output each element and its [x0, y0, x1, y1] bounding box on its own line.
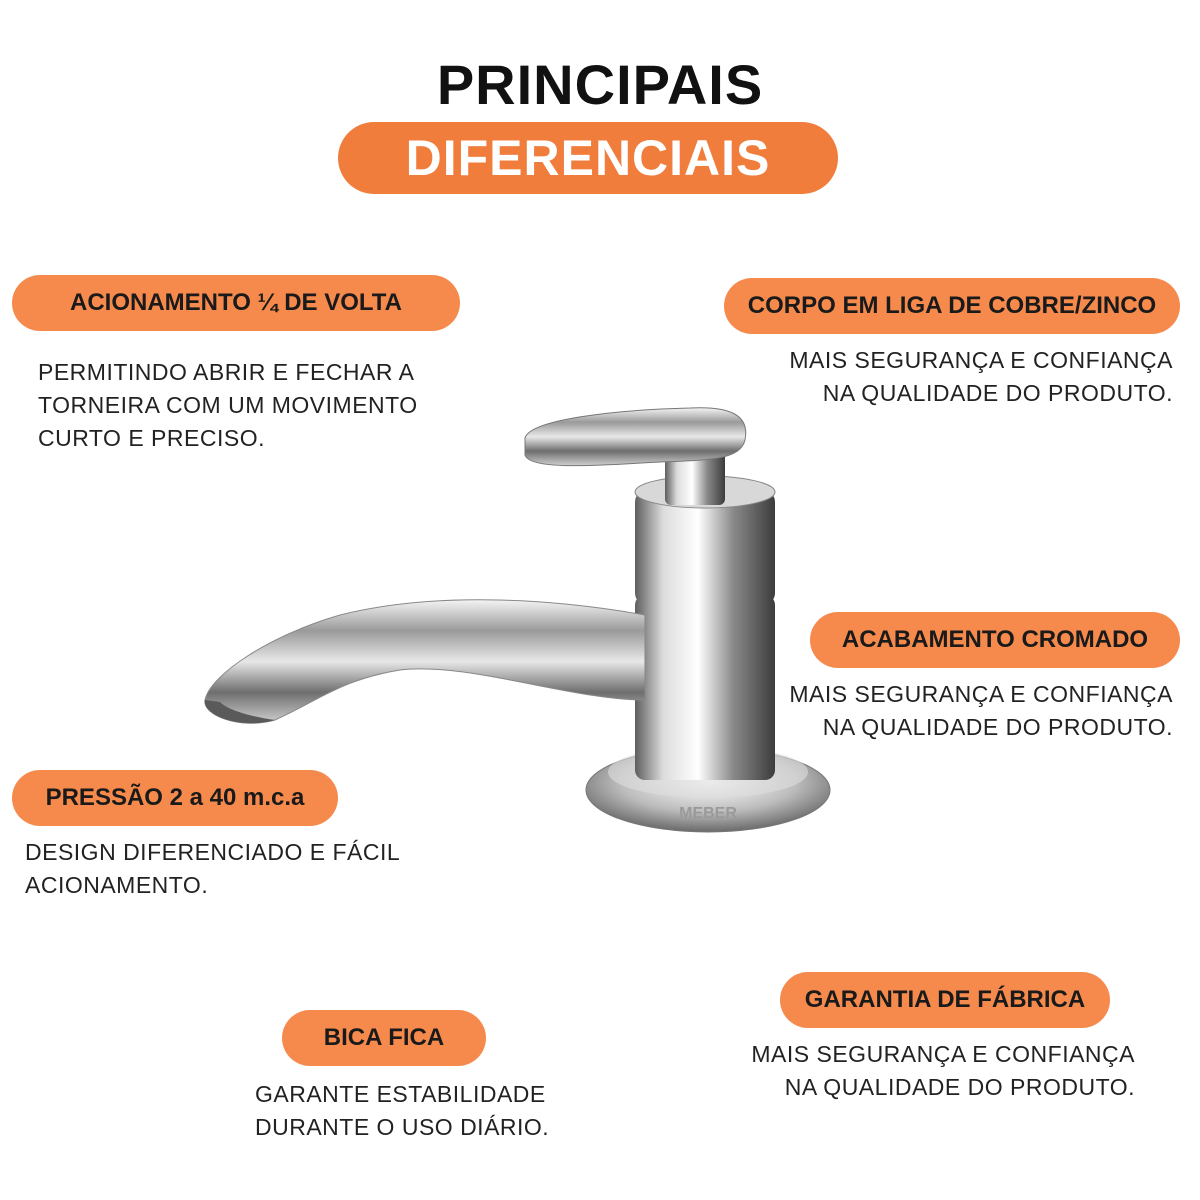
badge-corpo	[724, 278, 1180, 334]
title-highlight-pill	[338, 122, 838, 194]
badge-garantia-label: GARANTIA DE FÁBRICA	[804, 986, 1086, 1013]
desc-acionamento: PERMITINDO ABRIR E FECHAR A TORNEIRA COM UM MOVIMENTO CURTO E PRECISO.	[38, 359, 418, 451]
desc-corpo: MAIS SEGURANÇA E CONFIANÇA NA QUALIDADE DO PRODUTO.	[789, 347, 1173, 406]
badge-pressao	[12, 770, 338, 826]
page-subtitle: DIFERENCIAIS	[405, 130, 771, 186]
badge-acionamento	[12, 275, 460, 331]
page-title: PRINCIPAIS	[436, 53, 764, 116]
badge-pressao-label: PRESSÃO 2 a 40 m.c.a	[45, 784, 305, 811]
badge-garantia	[780, 972, 1110, 1028]
badge-acabamento	[810, 612, 1180, 668]
badge-bica	[282, 1010, 486, 1066]
badge-acabamento-label: ACABAMENTO CROMADO	[841, 626, 1149, 653]
badge-corpo-label: CORPO EM LIGA DE COBRE/ZINCO	[747, 292, 1157, 319]
brand-engraving: MEBER	[679, 805, 737, 822]
desc-bica: GARANTE ESTABILIDADE DURANTE O USO DIÁRIO.	[255, 1081, 550, 1140]
badge-bica-label: BICA FICA	[323, 1024, 445, 1051]
badge-acionamento-label: ACIONAMENTO ¼ DE VOLTA	[69, 289, 402, 316]
desc-acabamento: MAIS SEGURANÇA E CONFIANÇA NA QUALIDADE DO PRODUTO.	[789, 681, 1173, 740]
desc-pressao: DESIGN DIFERENCIADO E FÁCIL ACIONAMENTO.	[25, 839, 401, 898]
desc-garantia: MAIS SEGURANÇA E CONFIANÇA NA QUALIDADE DO PRODUTO.	[751, 1041, 1135, 1100]
